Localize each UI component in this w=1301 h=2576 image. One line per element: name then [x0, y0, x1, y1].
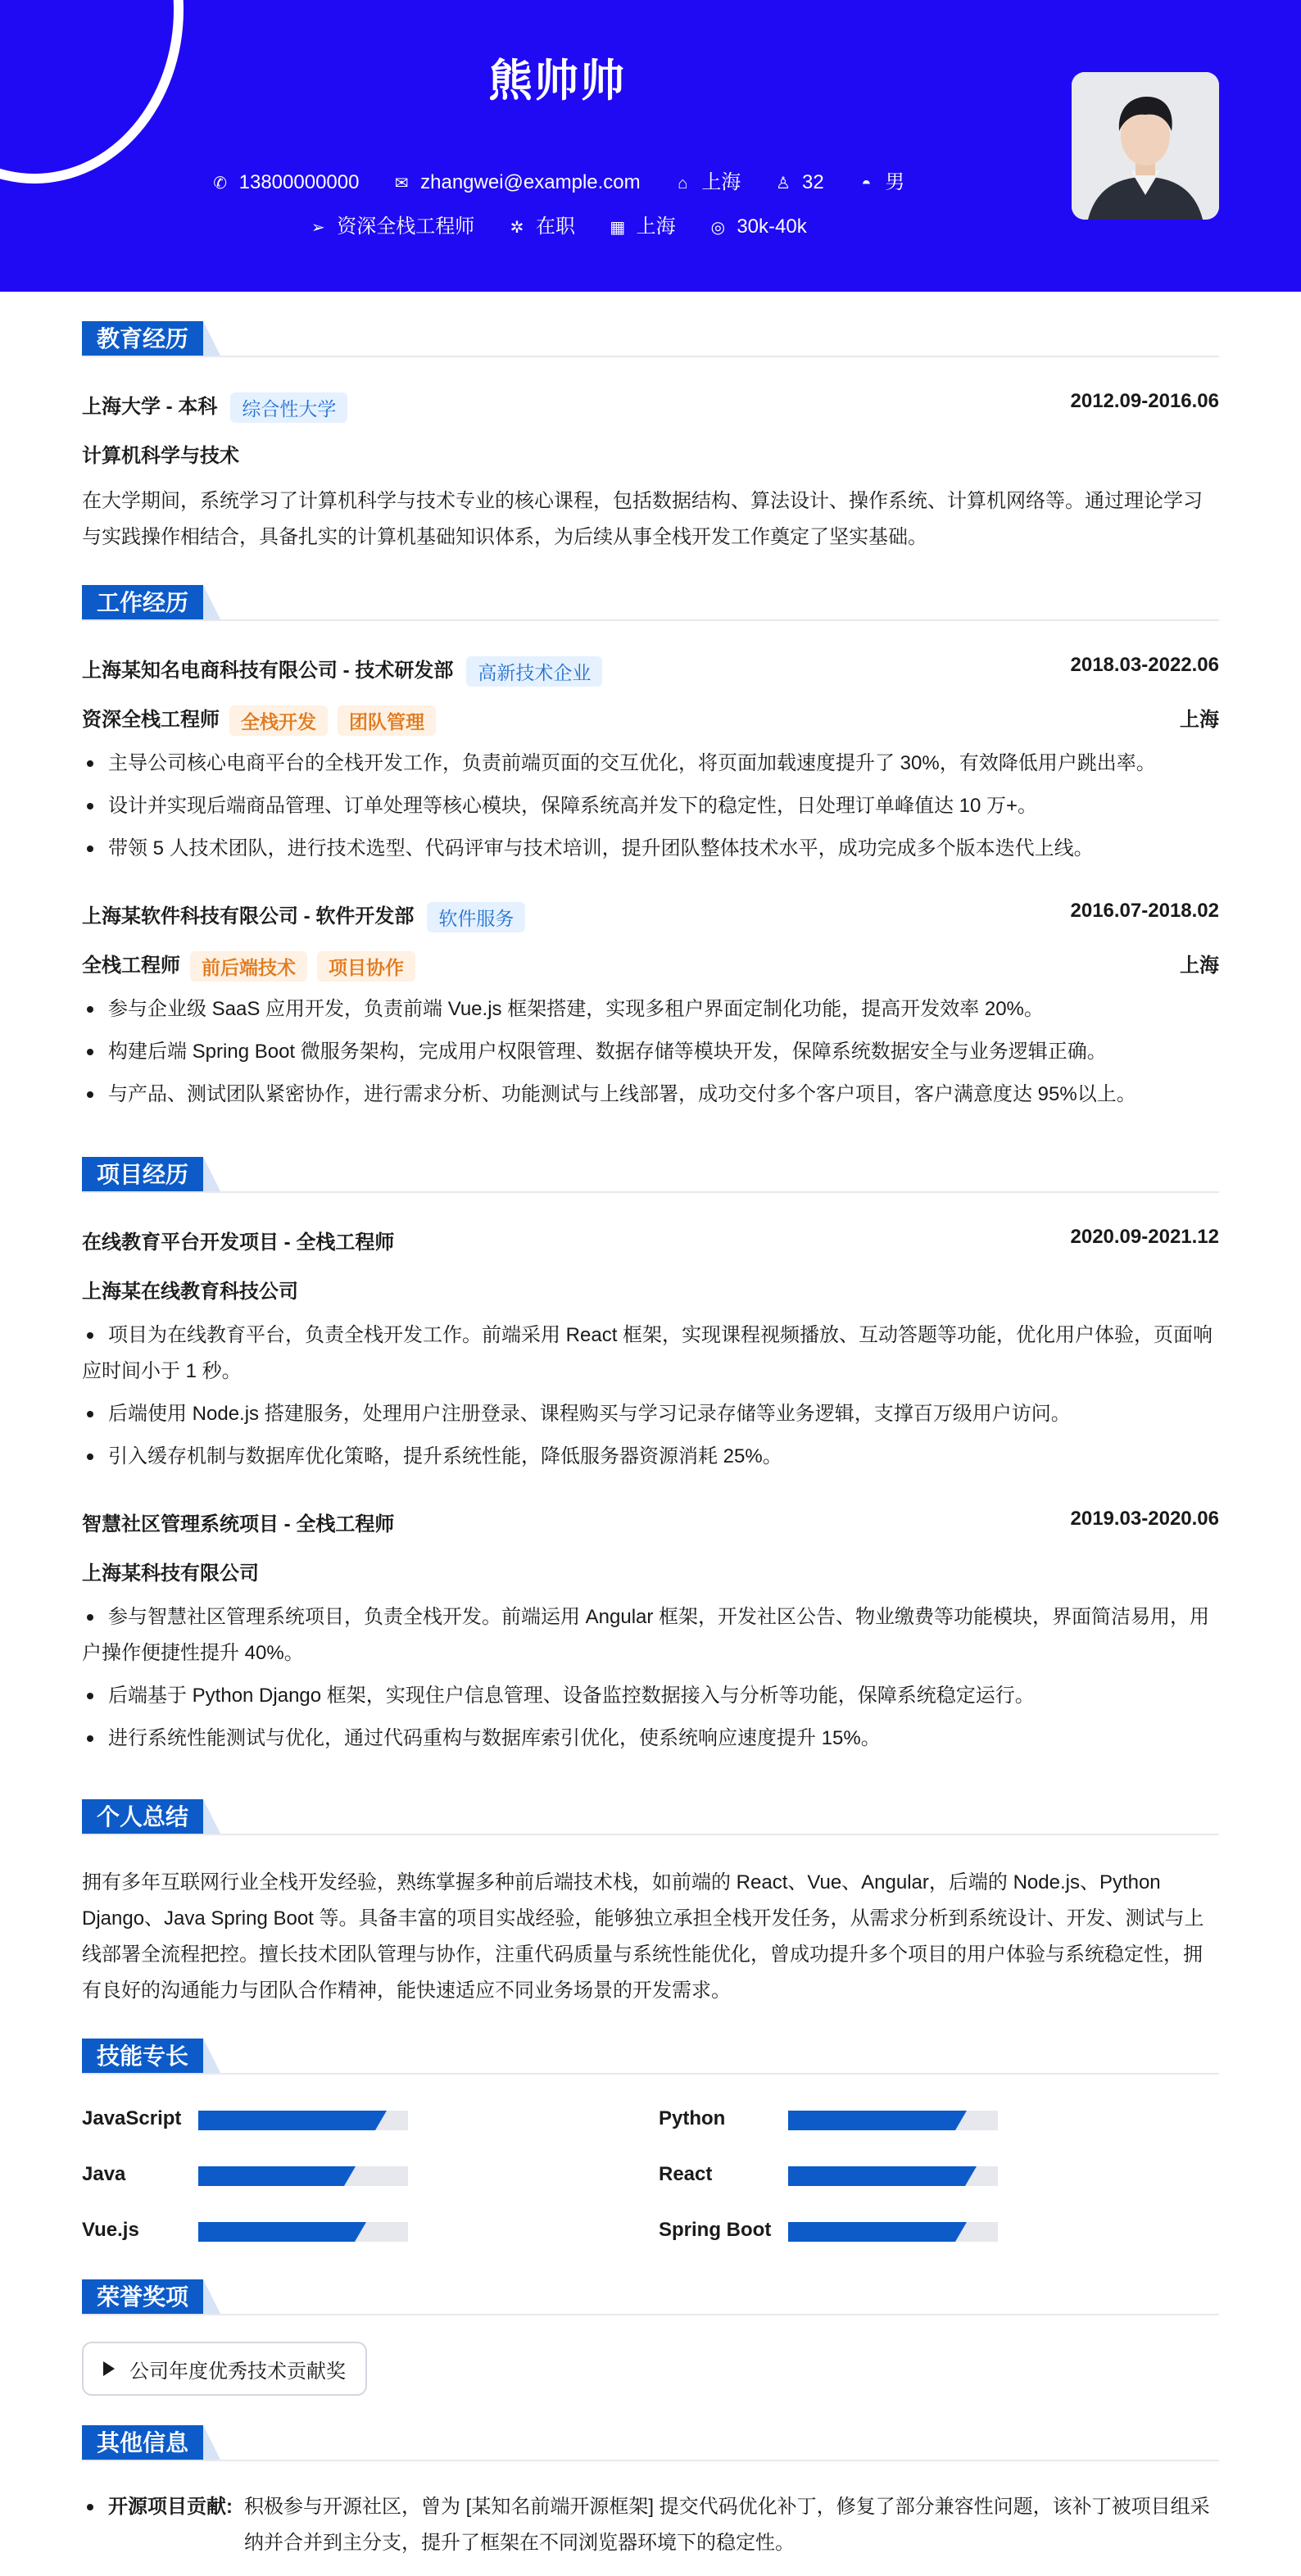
section-divider: [82, 2073, 1219, 2075]
section-title-skills: 技能专长: [82, 2039, 221, 2075]
project-name: 智慧社区管理系统项目 - 全栈工程师: [82, 1513, 395, 1535]
skill-level-fill: [788, 2222, 955, 2242]
list-item: 参与企业级 SaaS 应用开发，负责前端 Vue.js 框架搭建，实现多租户界面定制化功能，提高开发效率 20%。: [82, 991, 1219, 1027]
list-item: 项目为在线教育平台，负责全栈开发工作。前端采用 React 框架，实现课程视频播放、互动答题等功能，优化用户体验，页面响 应时间小于 1 秒。: [82, 1324, 1213, 1382]
job-role: 全栈工程师: [82, 955, 180, 977]
skill-level-fill: [198, 2222, 355, 2242]
project-date: 2019.03-2020.06: [1070, 1508, 1219, 1530]
home-icon: ⌂: [678, 175, 688, 193]
other-info-text: 积极参与开源社区，曾为 [某知名前端开源框架] 提交代码优化补丁，修复了部分兼容性问题，该补丁被项目组采 纳并合并到主分支，提升了框架在不同浏览器环境下的稳定性。: [244, 2496, 1210, 2554]
salary-item: ◎ 30k-40k: [707, 215, 806, 238]
skill-bar: [788, 2166, 998, 2186]
salary-icon: ◎: [710, 219, 726, 237]
skill-bar: [198, 2111, 408, 2130]
resume-header: [0, 0, 1301, 292]
job-location: 上海: [1180, 709, 1219, 731]
role-tag: 全栈开发: [229, 705, 328, 736]
section-title-summary: 个人总结: [82, 1799, 221, 1835]
list-item: 主导公司核心电商平台的全栈开发工作，负责前端页面的交互优化，将页面加载速度提升了 30%，有效降低用户跳出率。: [82, 746, 1219, 782]
job-date: 2016.07-2018.02: [1070, 900, 1219, 922]
gender-item: ◓ 男: [855, 166, 904, 194]
skill-bar: [198, 2222, 408, 2242]
education-date: 2012.09-2016.06: [1070, 390, 1219, 412]
other-info-label: 开源项目贡献:: [108, 2496, 233, 2518]
role-tag: 前后端技术: [190, 951, 307, 982]
section-title-awards: 荣誉奖项: [82, 2279, 221, 2315]
skill-name: Spring Boot: [659, 2219, 772, 2241]
building-icon: ▦: [610, 219, 626, 237]
contact-row: [0, 166, 1114, 194]
target-city-item: ▦ 上海: [607, 210, 676, 238]
job-date: 2018.03-2022.06: [1070, 654, 1219, 676]
section-title-work: 工作经历: [82, 585, 221, 621]
skill-name: JavaScript: [82, 2107, 182, 2129]
list-item: 设计并实现后端商品管理、订单处理等核心模块，保障系统高并发下的稳定性，日处理订单峰值达 10 万+。: [82, 788, 1219, 824]
candidate-name: 熊帅帅: [488, 57, 626, 106]
status-item: ✲ 在职: [506, 210, 575, 238]
job-role-row: [82, 949, 415, 982]
skill-level-fill: [788, 2166, 965, 2186]
other-info-item: [82, 2489, 1219, 2561]
play-triangle-icon: [103, 2361, 115, 2376]
phone-icon: ✆: [213, 175, 228, 193]
skill-name: Java: [82, 2163, 126, 2185]
section-divider: [82, 1191, 1219, 1193]
section-divider: [82, 1834, 1219, 1835]
target-role-item: ➢ 资深全栈工程师: [307, 210, 474, 238]
city-item: ⌂ 上海: [672, 166, 741, 194]
skill-name: Python: [659, 2107, 726, 2129]
project-company: 上海某在线教育科技公司: [82, 1281, 298, 1303]
skill-name: React: [659, 2163, 713, 2185]
list-item: 进行系统性能测试与优化，通过代码重构与数据库索引优化，使系统响应速度提升 15%。: [82, 1721, 1219, 1757]
avatar: [1072, 72, 1219, 220]
job-intent-row: [0, 210, 1114, 238]
email-item: ✉ zhangwei@example.com: [391, 171, 641, 194]
summary-text: 拥有多年互联网行业全栈开发经验，熟练掌握多种前后端技术栈，如前端的 React、Vue、Angular，后端的 Node.js、Python Django、Java Spring Boot 等。具备丰富的项目实战经验，能够独立承担全栈开发任务，从需求分析到系统设计、开发、测试与上 线部署全流程把控。擅长技术团队管理与协作，注重代码质量与系统性能优化，曾成功提升多个项目的用户体验与系统稳定性，拥 有良好的沟通能力与团队合作精神，能快速适应不同业务场景的开发需求。: [82, 1871, 1204, 2002]
job-company-row: [82, 654, 602, 687]
job-company: 上海某知名电商科技有限公司 - 技术研发部: [82, 660, 454, 682]
send-icon: ➢: [311, 219, 325, 237]
gender-icon: ◓: [861, 175, 872, 193]
section-title-other: 其他信息: [82, 2425, 221, 2461]
list-item: 参与智慧社区管理系统项目，负责全栈开发。前端运用 Angular 框架，开发社区公告、物业缴费等功能模块，界面简洁易用，用 户操作便捷性提升 40%。: [82, 1606, 1210, 1664]
education-school-row: [82, 390, 347, 423]
education-description: 在大学期间，系统学习了计算机科学与技术专业的核心课程，包括数据结构、算法设计、操作系统、计算机网络等。通过理论学习 与实践操作相结合，具备扎实的计算机基础知识体系，为后续从事全栈开发工作奠定了坚实基础。: [82, 490, 1203, 548]
job-location: 上海: [1180, 955, 1219, 977]
project-company: 上海某科技有限公司: [82, 1562, 259, 1585]
age-icon: ♙: [776, 175, 791, 193]
role-tag: 团队管理: [338, 705, 436, 736]
list-item: 引入缓存机制与数据库优化策略，提升系统性能，降低服务器资源消耗 25%。: [82, 1439, 1219, 1475]
project-date: 2020.09-2021.12: [1070, 1226, 1219, 1248]
skill-bar: [788, 2111, 998, 2130]
section-divider: [82, 2314, 1219, 2315]
school-type-tag: 综合性大学: [230, 392, 347, 423]
skill-bar: [198, 2166, 408, 2186]
job-company-row: [82, 900, 525, 932]
list-item: 与产品、测试团队紧密协作，进行需求分析、功能测试与上线部署，成功交付多个客户项目，客户满意度达 95%以上。: [82, 1077, 1219, 1113]
skill-level-fill: [198, 2111, 375, 2130]
skill-name: Vue.js: [82, 2219, 139, 2241]
job-company: 上海某软件科技有限公司 - 软件开发部: [82, 905, 415, 927]
list-item: 后端基于 Python Django 框架，实现住户信息管理、设备监控数据接入与分析等功能，保障系统稳定运行。: [82, 1678, 1219, 1714]
skill-level-fill: [198, 2166, 344, 2186]
section-divider: [82, 2460, 1219, 2461]
list-item: 构建后端 Spring Boot 微服务架构，完成用户权限管理、数据存储等模块开发，保障系统数据安全与业务逻辑正确。: [82, 1034, 1219, 1070]
award-item[interactable]: 公司年度优秀技术贡献奖: [82, 2342, 367, 2396]
list-item: 带领 5 人技术团队，进行技术选型、代码评审与技术培训，提升团队整体技术水平，成功完成多个版本迭代上线。: [82, 831, 1219, 867]
skill-level-fill: [788, 2111, 955, 2130]
education-major: 计算机科学与技术: [82, 445, 239, 467]
job-role: 资深全栈工程师: [82, 709, 220, 731]
school-name: 上海大学 - 本科: [82, 396, 218, 418]
section-title-projects: 项目经历: [82, 1157, 221, 1193]
status-icon: ✲: [510, 219, 524, 237]
company-type-tag: 软件服务: [427, 902, 525, 932]
phone-item: ✆ 13800000000: [210, 171, 360, 194]
list-item: 后端使用 Node.js 搭建服务，处理用户注册登录、课程购买与学习记录存储等业务逻辑，支撑百万级用户访问。: [82, 1396, 1219, 1432]
section-divider: [82, 619, 1219, 621]
role-tag: 项目协作: [317, 951, 415, 982]
age-item: ♙ 32: [773, 171, 824, 194]
section-divider: [82, 356, 1219, 357]
mail-icon: ✉: [394, 175, 409, 193]
project-name: 在线教育平台开发项目 - 全栈工程师: [82, 1231, 395, 1254]
company-type-tag: 高新技术企业: [466, 656, 602, 687]
job-role-row: [82, 703, 436, 736]
avatar-portrait-icon: [1072, 72, 1219, 220]
section-title-education: 教育经历: [82, 321, 221, 357]
skill-bar: [788, 2222, 998, 2242]
